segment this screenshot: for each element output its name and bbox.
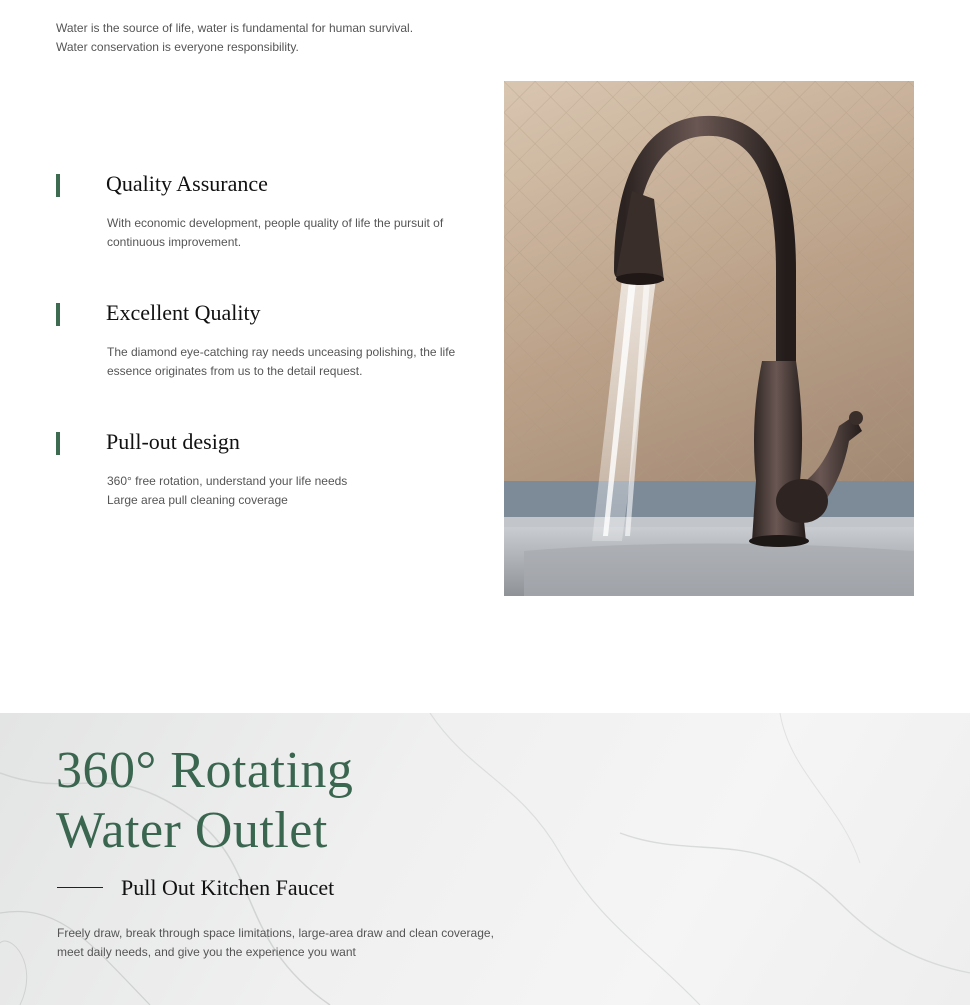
subtitle-divider <box>57 887 103 888</box>
rotating-outlet-banner <box>0 713 970 1005</box>
feature-title: Excellent Quality <box>106 300 261 325</box>
feature-description <box>107 472 467 510</box>
accent-bar <box>56 174 60 197</box>
feature-desc-line: continuous improvement. <box>107 235 242 249</box>
faucet-photo <box>504 81 914 596</box>
faucet-illustration <box>504 81 914 596</box>
feature-title: Pull-out design <box>106 429 240 454</box>
accent-bar <box>56 432 60 455</box>
feature-desc-line: With economic development, people quality of life the pursuit of <box>107 216 444 230</box>
feature-desc-line: 360° free rotation, understand your life needs <box>107 474 348 488</box>
feature-desc-line: The diamond eye-catching ray needs unceasing polishing, the life <box>107 345 456 359</box>
banner-title-line-1: 360° Rotating <box>56 742 354 799</box>
banner-desc-line-2: meet daily needs, and give you the experience you want <box>57 945 356 959</box>
intro-line-1: Water is the source of life, water is fundamental for human survival. <box>56 21 414 35</box>
feature-desc-line: Large area pull cleaning coverage <box>107 493 288 507</box>
banner-desc-line-1: Freely draw, break through space limitations, large-area draw and clean coverage, <box>57 926 494 940</box>
feature-description <box>107 343 467 381</box>
intro-line-2: Water conservation is everyone responsibility. <box>56 40 299 54</box>
banner-title <box>56 741 353 861</box>
banner-subtitle: Pull Out Kitchen Faucet <box>121 875 335 900</box>
feature-title: Quality Assurance <box>106 171 268 196</box>
accent-bar <box>56 303 60 326</box>
banner-title-line-2: Water Outlet <box>56 802 328 859</box>
banner-description <box>57 924 527 962</box>
feature-desc-line: essence originates from us to the detail request. <box>107 364 363 378</box>
intro-text <box>56 19 413 57</box>
feature-description <box>107 214 467 252</box>
